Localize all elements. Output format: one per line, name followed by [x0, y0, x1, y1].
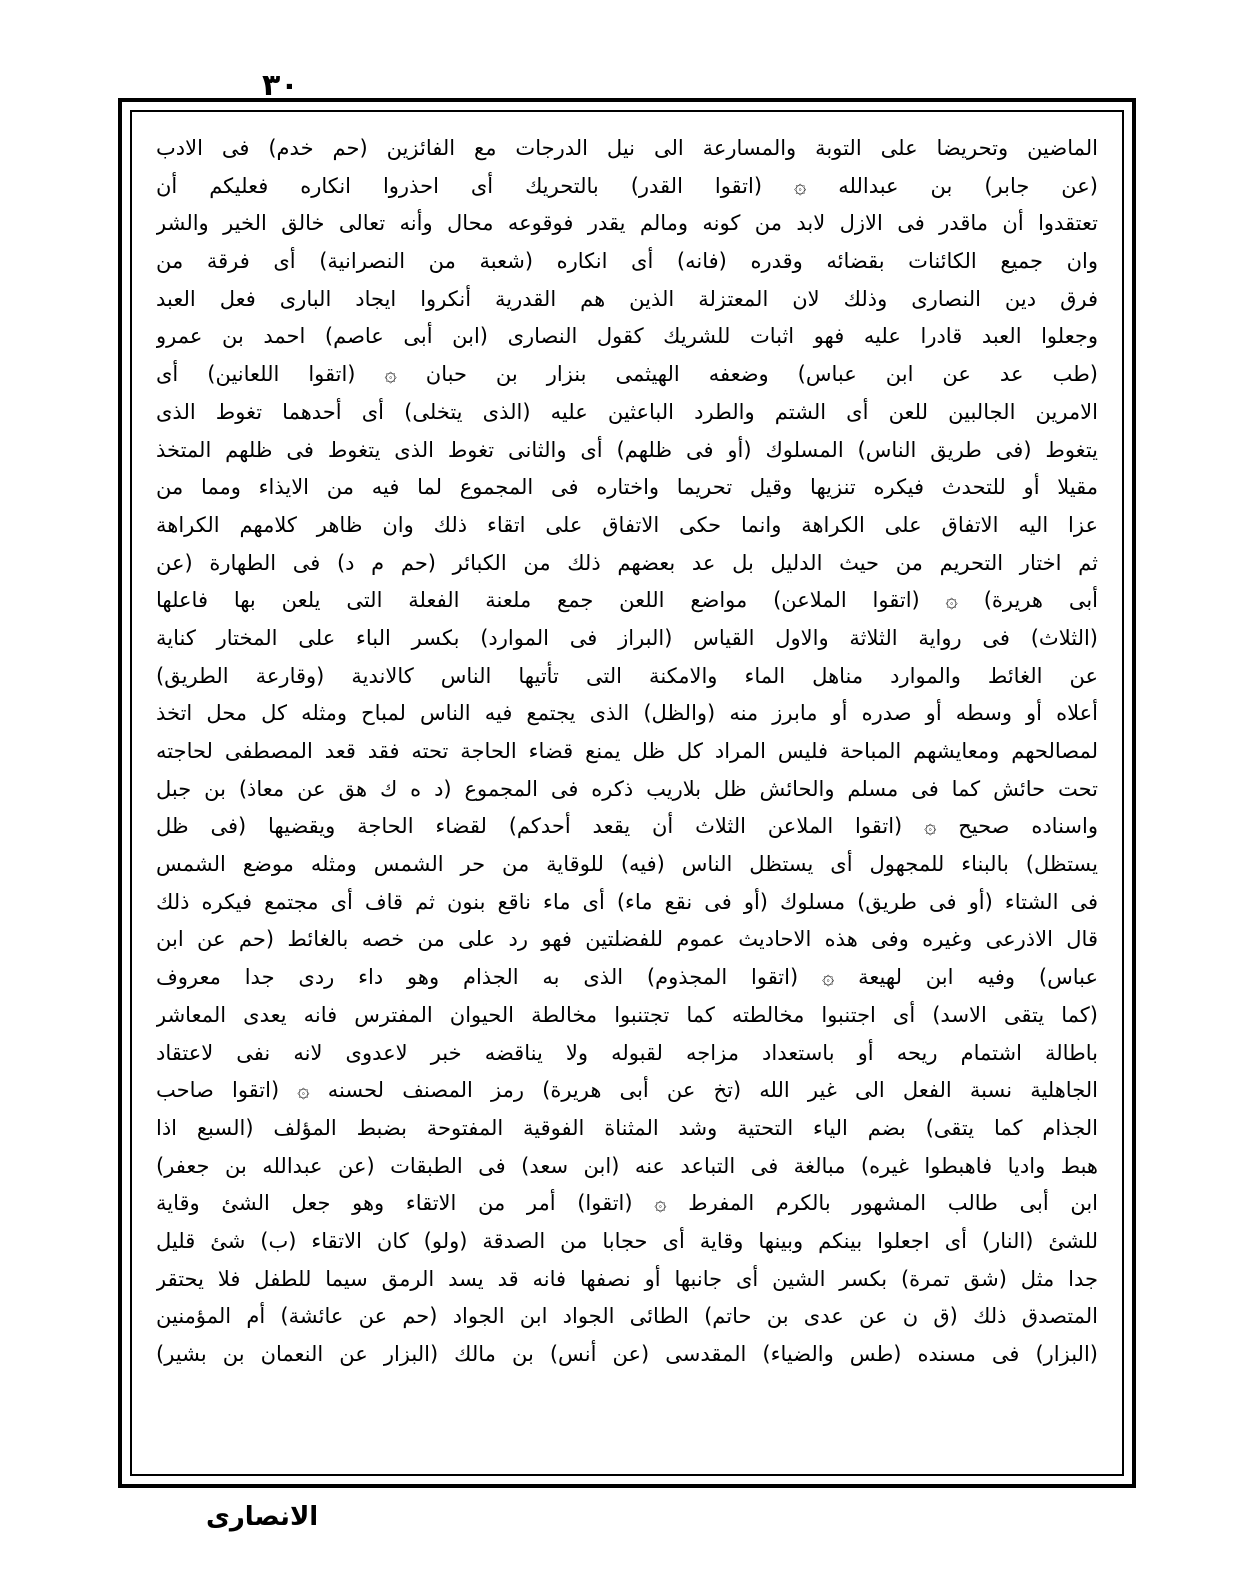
text-line: تحت حائش كما فى مسلم والحائش ظل بلاريب ذكره فى المجموع (د ه ك هق عن معاذ) بن جبل	[156, 776, 1098, 801]
text-line: هبط واديا فاهبطوا غيره) مبالغة فى التباعد عنه (ابن سعد) فى الطبقات (عن عبدالله بن جعفر)	[156, 1153, 1098, 1178]
inner-frame	[130, 110, 1124, 1476]
text-line: ابن أبى طالب المشهور بالكرم المفرط ۞ (اتقوا) أمر من الاتقاء وهو جعل الشئ وقاية	[156, 1191, 1098, 1216]
text-line: يتغوط (فى طريق الناس) المسلوك (أو فى ظلهم) أى والثانى تغوط الذى يتغوط فى ظلهم المتخذ	[156, 437, 1098, 462]
text-block	[156, 130, 1098, 1464]
text-line: الماضين وتحريضا على التوبة والمسارعة الى نيل الدرجات مع الفائزين (حم خدم) فى الادب	[156, 136, 1098, 160]
text-line: باطالة اشتمام ريحه أو باستعداد مزاجه لقبوله ولا يناقضه خبر لاعدوى لانه نفى لاعتقاد	[156, 1040, 1098, 1065]
catchword: الانصارى	[206, 1502, 319, 1532]
text-line: (كما يتقى الاسد) أى اجتنبوا مخالطته كما تجتنبوا مخالطة الحيوان المفترس فانه يعدى المعاشر	[156, 1002, 1098, 1027]
text-line: فى الشتاء (أو فى طريق) مسلوك (أو فى نقع ماء) أى ماء ناقع بنون ثم قاف أى مجتمع فيكره ذلك	[156, 889, 1098, 914]
text-line: عباس) وفيه ابن لهيعة ۞ (اتقوا المجذوم) الذى به الجذام وهو داء ردى جدا معروف	[156, 965, 1098, 990]
text-line: (عن جابر) بن عبدالله ۞ (اتقوا القدر) بالتحريك أى احذروا انكاره فعليكم أن	[156, 173, 1098, 198]
text-line: (الثلاث) فى رواية الثلاثة والاول القياس (البراز فى الموارد) بكسر الباء على المختار كناية	[156, 625, 1098, 650]
text-line: يستظل) بالبناء للمجهول أى يستظل الناس (فيه) للوقاية من حر الشمس ومثله موضع الشمس	[156, 852, 1098, 877]
text-line: واسناده صحيح ۞ (اتقوا الملاعن الثلاث أن يقعد أحدكم) لقضاء الحاجة ويقضيها (فى ظل	[156, 814, 1098, 839]
text-line: عن الغائط والموارد مناهل الماء والامكنة التى تأتيها الناس كالاندية (وقارعة الطريق)	[156, 663, 1098, 688]
text-line: جدا مثل (شق تمرة) بكسر الشين أى جانبها أو نصفها فانه قد يسد الرمق سيما للطفل فلا يحتقر	[156, 1266, 1098, 1291]
text-line: (البزار) فى مسنده (طس والضياء) المقدسى (عن أنس) بن مالك (البزار عن النعمان بن بشير)	[156, 1342, 1098, 1366]
text-line: (طب عد عن ابن عباس) وضعفه الهيثمى بنزار بن حبان ۞ (اتقوا اللعانين) أى	[156, 362, 1098, 387]
text-line: الجاهلية نسبة الفعل الى غير الله (تخ عن أبى هريرة) رمز المصنف لحسنه ۞ (اتقوا صاحب	[156, 1078, 1098, 1103]
text-line: مقيلا أو للتحدث فيكره تنزيها وقيل تحريما واختاره فى المجموع لما فيه من الايذاء ومما من	[156, 475, 1098, 500]
page-frame	[118, 98, 1136, 1488]
text-line: فرق دين النصارى وذلك لان المعتزلة الذين هم القدرية أنكروا ايجاد البارى فعل العبد	[156, 286, 1098, 311]
text-line: ثم اختار التحريم من حيث الدليل بل عد بعضهم ذلك من الكبائر (حم م د) فى الطهارة (عن	[156, 550, 1098, 575]
text-line: المتصدق ذلك (ق ن عن عدى بن حاتم) الطائى الجواد ابن الجواد (حم عن عائشة) أم المؤمنين	[156, 1304, 1098, 1329]
text-line: للشئ (النار) أى اجعلوا بينكم وبينها وقاية أى حجابا من الصدقة (ولو) كان الاتقاء (ب) شئ قليل	[156, 1228, 1098, 1253]
text-line: أعلاه أو وسطه أو صدره أو مابرز منه (والظل) الذى يجتمع فيه الناس لمباح ومثله كل محل اتخذ	[156, 701, 1098, 726]
text-line: لمصالحهم ومعايشهم المباحة فليس المراد كل ظل يمنع قضاء الحاجة تحته فقد قعد المصطفى لحاجته	[156, 739, 1098, 763]
text-line: أبى هريرة) ۞ (اتقوا الملاعن) مواضع اللعن جمع ملعنة الفعلة التى يلعن بها فاعلها	[156, 588, 1098, 613]
text-line: قال الاذرعى وغيره وفى هذه الاحاديث عموم للفضلتين فهو رد على من خصه بالغائط (حم عن ابن	[156, 927, 1098, 952]
text-line: وجعلوا العبد قادرا عليه فهو اثبات للشريك كقول النصارى (ابن أبى عاصم) احمد بن عمرو	[156, 324, 1098, 349]
text-line: تعتقدوا أن ماقدر فى الازل لابد من كونه ومالم يقدر فوقوعه محال وأنه تعالى خالق الخير والشر	[156, 211, 1098, 236]
text-line: الجذام كما يتقى) بضم الياء التحتية وشد المثناة الفوقية المفتوحة بضبط المؤلف (السبع اذا	[156, 1115, 1098, 1140]
text-line: الامرين الجالبين للعن أى الشتم والطرد الباعثين عليه (الذى يتخلى) أى أحدهما تغوط الذى	[156, 399, 1098, 424]
text-line: عزا اليه الاتفاق على الكراهة وانما حكى الاتفاق على اتقاء ذلك وان ظاهر كلامهم الكراهة	[156, 512, 1098, 537]
page-number: ٣٠	[262, 68, 299, 103]
text-line: وان جميع الكائنات بقضائه وقدره (فانه) أى انكاره (شعبة من النصرانية) أى فرقة من	[156, 249, 1098, 274]
